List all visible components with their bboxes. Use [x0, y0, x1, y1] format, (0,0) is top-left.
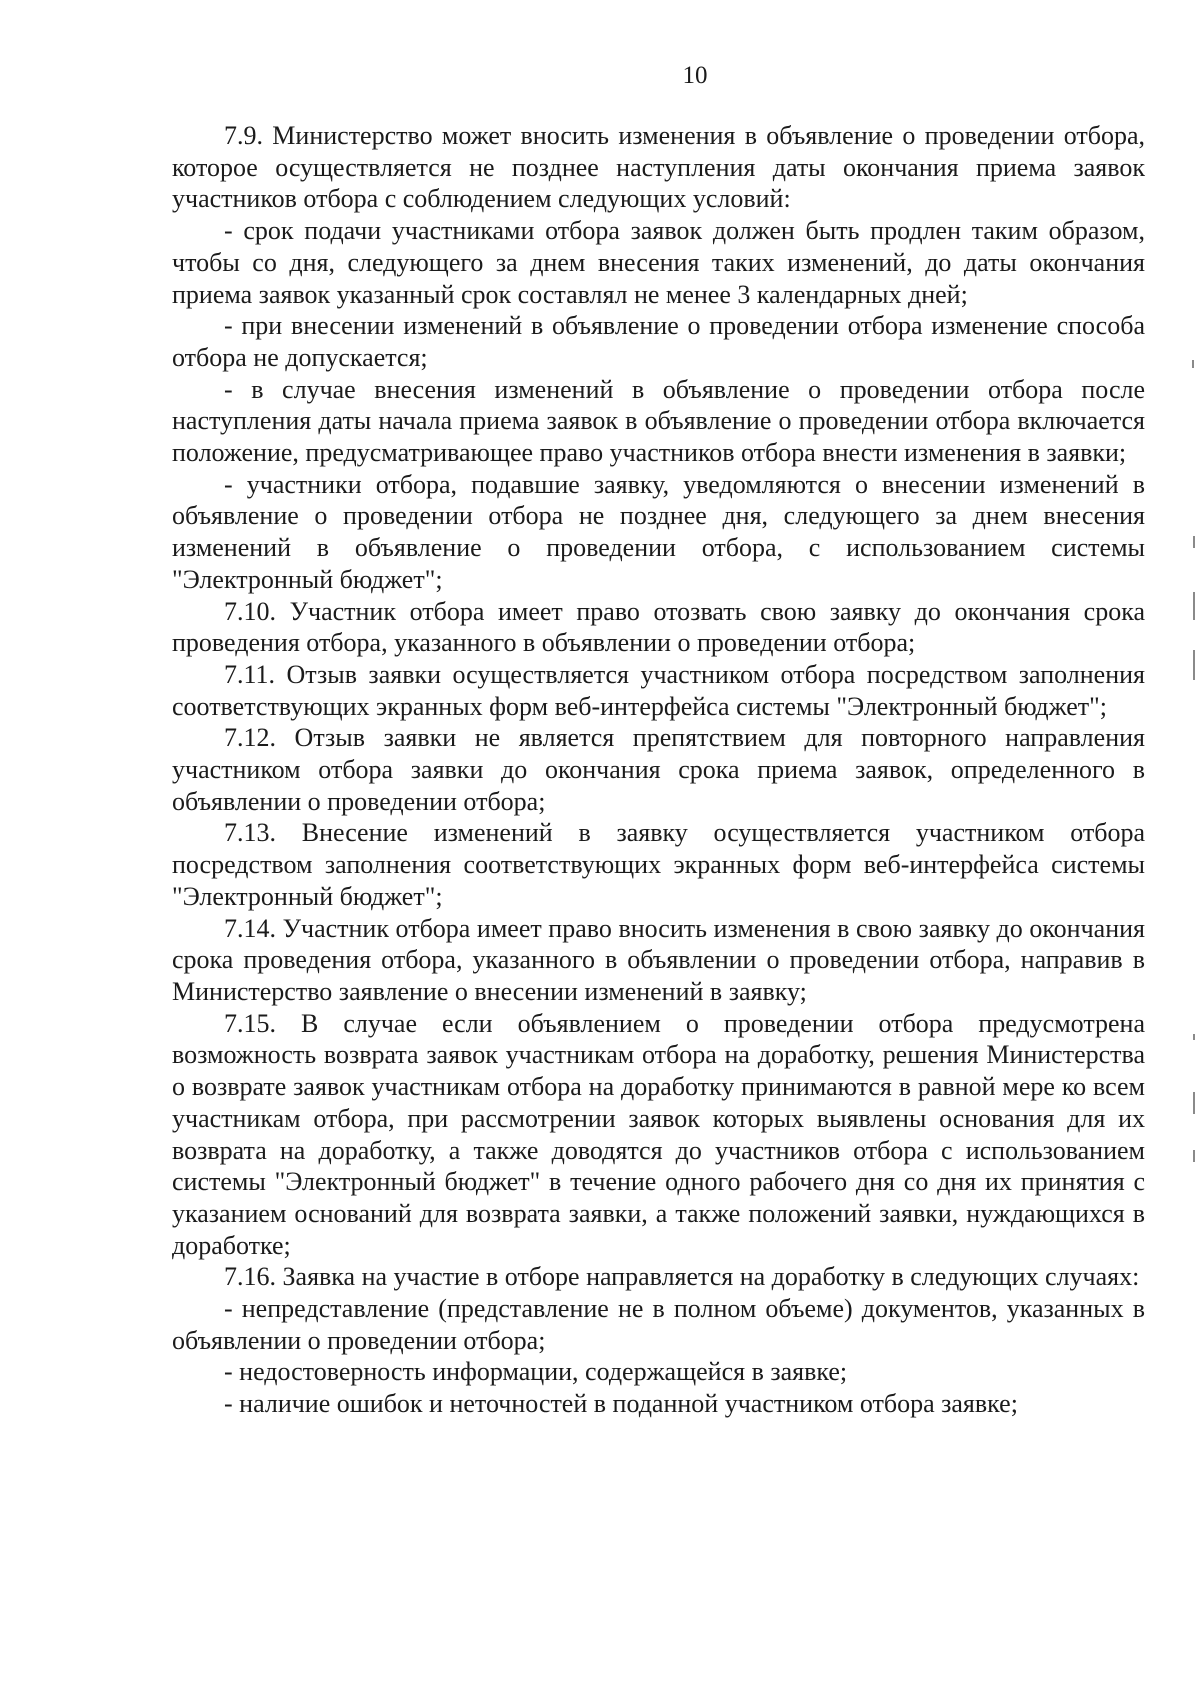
list-item: - срок подачи участниками отбора заявок должен быть продлен таким образом, чтобы со дня, следующего за днем внесения таких изменений, до даты окончания приема заявок указанный срок составлял не менее 3 календарных дней; [172, 216, 1145, 309]
paragraph-7-11: 7.11. Отзыв заявки осуществляется участником отбора посредством заполнения соответствующих экранных форм веб-интерфейса системы "Электронный бюджет"; [172, 659, 1145, 721]
scan-mark [1193, 536, 1195, 548]
scan-mark [1193, 650, 1195, 680]
list-item: - в случае внесения изменений в объявление о проведении отбора после наступления даты начала приема заявок в объявление о проведении отбора включается положение, предусматривающее право участников отбора внести изменения в заявки; [172, 374, 1145, 468]
scan-mark [1193, 1150, 1195, 1162]
list-item: - недостоверность информации, содержащейся в заявке; [224, 1357, 848, 1387]
list-item: - наличие ошибок и неточностей в поданной участником отбора заявке; [224, 1389, 1018, 1419]
list-item: - при внесении изменений в объявление о проведении отбора изменение способа отбора не допускается; [172, 311, 1145, 372]
paragraph-7-9: 7.9. Министерство может вносить изменения в объявление о проведении отбора, которое осуществляется не позднее наступления даты окончания приема заявок участников отбора с соблюдением следующих условий: [172, 121, 1145, 214]
paragraph-7-12: 7.12. Отзыв заявки не является препятствием для повторного направления участником отбора заявки до окончания срока приема заявок, определенного в объявлении о проведении отбора; [172, 723, 1145, 816]
scan-mark [1192, 360, 1194, 368]
paragraph-7-10: 7.10. Участник отбора имеет право отозвать свою заявку до окончания срока проведения отбора, указанного в объявлении о проведении отбора; [172, 596, 1145, 658]
scan-mark [1193, 1092, 1195, 1114]
scan-mark [1193, 1034, 1195, 1040]
paragraph-7-14: 7.14. Участник отбора имеет право вносить изменения в свою заявку до окончания срока проведения отбора, указанного в объявлении о проведении отбора, направив в Министерство заявление о внесении изменений в заявку; [172, 913, 1145, 1006]
document-body [172, 120, 1145, 1420]
list-item: - участники отбора, подавшие заявку, уведомляются о внесении изменений в объявление о проведении отбора не позднее дня, следующего за днем внесения изменений в объявление о проведении отбора, с использованием системы "Электронный бюджет"; [172, 469, 1145, 594]
paragraph-7-13: 7.13. Внесение изменений в заявку осуществляется участником отбора посредством заполнения соответствующих экранных форм веб-интерфейса системы "Электронный бюджет"; [172, 818, 1145, 911]
list-item: - непредставление (представление не в полном объеме) документов, указанных в объявлении о проведении отбора; [172, 1294, 1145, 1355]
scan-mark [1193, 592, 1195, 620]
paragraph-7-15: 7.15. В случае если объявлением о проведении отбора предусмотрена возможность возврата заявок участникам отбора на доработку, решения Министерства о возврате заявок участникам отбора на доработку принимаются в равной мере ко всем участникам отбора, при рассмотрении заявок которых выявлены основания для их возврата на доработку, а также доводятся до участников отбора с использованием системы "Электронный бюджет" в течение одного рабочего дня со дня их принятия с указанием оснований для возврата заявки, а также положений заявки, нуждающихся в доработке; [172, 1008, 1145, 1260]
paragraph-7-16: 7.16. Заявка на участие в отборе направляется на доработку в следующих случаях: [224, 1262, 1140, 1292]
page-number: 10 [682, 62, 708, 89]
